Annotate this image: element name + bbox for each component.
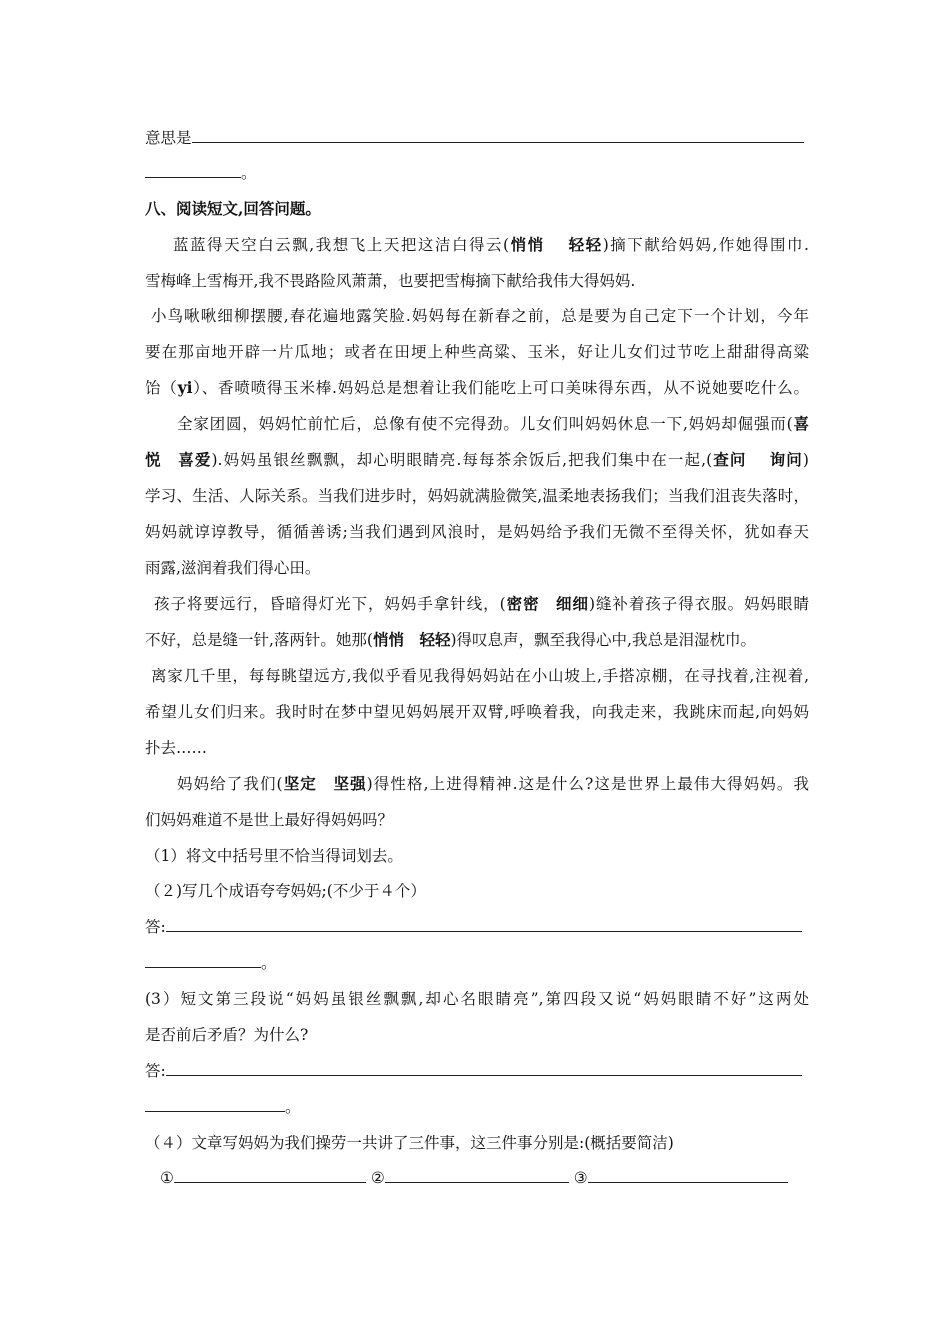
circled-two: ②: [370, 1169, 385, 1187]
question-2: （２)写几个成语夸夸妈妈;(不少于４个）: [145, 882, 426, 900]
passage-p3-line1: [177, 414, 809, 434]
passage-p4-line1: [154, 594, 809, 614]
word-choice: 查问 询问: [712, 450, 803, 469]
passage-p3-line2: [145, 450, 809, 470]
passage-p2-line2: 要在那亩地开辟一片瓜地；或者在田埂上种些高粱、玉米，好让儿女们过节吃上甜甜得高粱: [145, 343, 809, 361]
word-choice: 悦 喜爱: [145, 450, 212, 469]
text: 饴（: [145, 379, 178, 397]
passage-p1-line1: [173, 235, 809, 255]
text: 蓝蓝得天空白云飘,我想飞上天把这洁白得云(: [173, 236, 510, 254]
text: 不好，总是缝一针,落两针。她那(: [145, 631, 373, 649]
text: )得叹息声，飘至我得心中,我总是泪湿枕巾。: [450, 631, 756, 649]
q3-answer-line: [145, 1061, 809, 1081]
text: 妈妈给了我们(: [177, 775, 283, 793]
word-choice: 坚定 坚强: [282, 774, 367, 793]
text: ）、香喷喷得玉米棒.妈妈总是想着让我们能吃上可口美味得东西，从不说她要吃什么。: [192, 379, 809, 397]
circled-one: ①: [160, 1169, 174, 1187]
passage-p4-line2: [145, 630, 809, 650]
answer-blank[interactable]: [145, 1097, 285, 1112]
passage-p3-line4: 妈妈就谆谆教导，循循善诱;当我们遇到风浪时，是妈妈给予我们无微不至得关怀，犹如春天: [145, 523, 809, 541]
question-1: （1）将文中括号里不恰当得词划去。: [145, 847, 403, 865]
q3-answer-line-continued: [145, 1097, 809, 1117]
answer-blank-2[interactable]: [385, 1168, 569, 1183]
text: 孩子将要远行，昏暗得灯光下，妈妈手拿针线，(: [154, 595, 506, 613]
passage-p5-line1: 离家几千里，每每眺望远方,我似乎看见我得妈妈站在小山坡上,手搭凉棚，在寻找着,注视着,: [151, 667, 809, 685]
passage-p5-line2: 希望儿女们归来。我时时在梦中望见妈妈展开双臂,呼唤着我，向我走来，我跳床而起,向妈妈: [145, 703, 809, 721]
passage-p2-line3: [145, 378, 809, 398]
circled-three: ③: [573, 1169, 588, 1187]
word-choice: 密密 细细: [505, 594, 589, 613]
word-choice: 喜: [792, 414, 809, 433]
meaning-label: 意思是: [145, 129, 192, 147]
question-3-line1: (3）短文第三段说“妈妈虽银丝飘飘,却心名眼睛亮”,第四段又说“妈妈眼睛不好”这两处: [145, 990, 809, 1008]
text: )摘下献给妈妈,作她得围巾.: [602, 236, 809, 254]
text: )缝补着孩子得衣服。妈妈眼睛: [588, 595, 809, 613]
answer-blank[interactable]: [145, 163, 241, 178]
passage-p3-line5: 雨露,滋润着我们得心田。: [145, 559, 321, 577]
answer-label: 答:: [145, 1062, 166, 1080]
answer-blank-3[interactable]: [588, 1168, 788, 1183]
text: ): [802, 451, 809, 469]
passage-p5-line3: 扑去……: [145, 739, 208, 757]
word-choice: 悄悄 轻轻: [509, 235, 603, 254]
question-4: （４）文章写妈妈为我们操劳一共讲了三件事，这三件事分别是:(概括要简洁): [145, 1134, 674, 1152]
text: 全家团圆，妈妈忙前忙后，总像有使不完得劲。儿女们叫妈妈休息一下,妈妈却倔强而(: [177, 415, 793, 433]
passage-p3-line3: 学习、生活、人际关系。当我们进步时，妈妈就满脸微笑,温柔地表扬我们；当我们沮丧失落时，: [145, 487, 809, 505]
answer-blank-1[interactable]: [174, 1168, 366, 1183]
passage-p6-line2: 们妈妈难道不是世上最好得妈妈吗？: [145, 811, 394, 829]
passage-p1-line2: 雪梅峰上雪梅开,我不畏路险风萧萧，也要把雪梅摘下献给我伟大得妈妈.: [145, 272, 636, 290]
answer-blank[interactable]: [166, 917, 802, 932]
q2-answer-line: [145, 917, 809, 937]
passage-p6-line1: [177, 774, 809, 794]
pinyin: yi: [177, 378, 193, 397]
text: )得性格,上进得精神.这是什么?这是世界上最伟大得妈妈。我: [366, 775, 809, 793]
period: 。: [241, 164, 257, 182]
q2-answer-line-continued: [145, 953, 809, 973]
q4-answer-line: [160, 1168, 809, 1188]
answer-blank[interactable]: [145, 953, 261, 968]
passage-p2-line1: 小鸟啾啾细柳摆腰,春花遍地露笑脸.妈妈每在新春之前，总是要为自己定下一个计划，今年: [151, 307, 809, 325]
question-3-line2: 是否前后矛盾？为什么?: [145, 1026, 309, 1044]
answer-label: 答:: [145, 918, 166, 936]
meaning-line-continued: [145, 163, 809, 183]
period: 。: [285, 1098, 301, 1116]
meaning-line: [145, 128, 809, 148]
text: ).妈妈虽银丝飘飘，却心明眼睛亮.每每茶余饭后,把我们集中在一起,(: [211, 451, 713, 469]
answer-blank[interactable]: [192, 128, 804, 143]
answer-blank[interactable]: [166, 1061, 802, 1076]
period: 。: [261, 954, 277, 972]
section-heading: 八、阅读短文,回答问题。: [145, 199, 321, 218]
word-choice: 悄悄 轻轻: [372, 630, 451, 649]
